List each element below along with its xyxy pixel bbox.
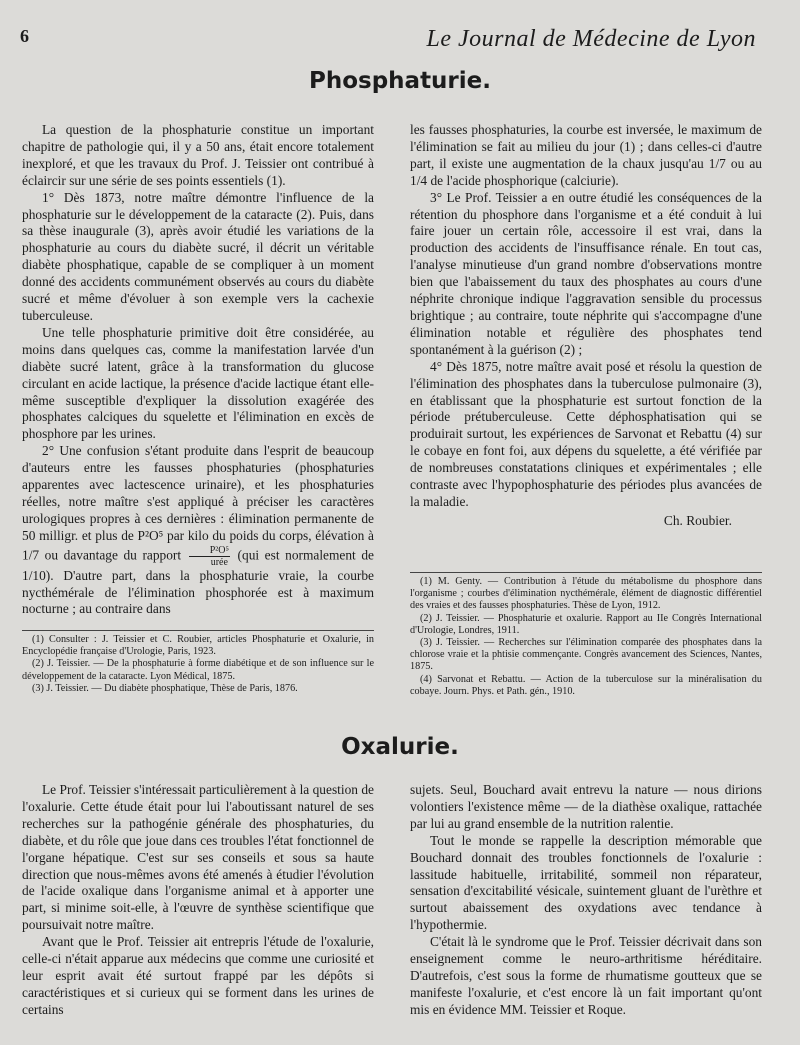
paragraph: sujets. Seul, Bouchard avait entrevu la nature — nous dirions volontiers l'existence même — de la diathèse oxalique, rattachée par lui au grand ensemble de la nutrition ralentie.: [410, 782, 762, 831]
fraction-denominator: urée: [210, 556, 228, 568]
footnote-divider: [410, 572, 762, 573]
paragraph: La question de la phosphaturie constitue un important chapitre de pathologie qui, il y a 50 ans, était encore totalement inexploré, et que les travaux du Prof. J. Teissier ont contribué à éclaircir sur une série de ses points essentiels (1).: [22, 122, 374, 188]
footnote: (2) J. Teissier. — Phosphaturie et oxalurie. Rapport au IIe Congrès International d'Urologie, Londres, 1911.: [410, 612, 762, 636]
footnote: (3) J. Teissier. — Du diabète phosphatique, Thèse de Paris, 1876.: [32, 682, 298, 694]
paragraph: [22, 443, 374, 618]
section-title-phosphaturie: Phosphaturie.: [308, 68, 491, 94]
paragraph-text: (qui est normalement de 1/10). D'autre part, dans la phosphaturie vraie, la courbe nycthémérale de l'élimination phosphorée est à maximum nocturne ; au contraire dans: [22, 547, 374, 617]
ratio-fraction: [189, 545, 230, 568]
footnote: (2) J. Teissier. — De la phosphaturie à forme diabétique et de son influence sur le développement de la cataracte. Lyon Médical, 1875.: [22, 658, 374, 682]
paragraph: Le Prof. Teissier s'intéressait particulièrement à la question de l'oxalurie. Cette étude était pour lui l'aboutissant naturel de ses recherches sur la pathogénie générale des phosphaturies, du diabète, et du rôle que joue dans ces troubles l'état fonctionnel de l'organe hépatique. C'est sur ses conseils et sous sa haute direction que nous-mêmes avons été amenés à étudier l'évolution de l'acide oxalique dans l'organisme animal et à apporter une part, si minime soit-elle, à l'œuvre de synthèse scientifique que poursuivait notre maître.: [22, 782, 374, 933]
paragraph: Une telle phosphaturie primitive doit être considérée, au moins dans quelques cas, comme la manifestation larvée d'un diabète sucré latent, grâce à la transformation du glucose circulant en acide lactique, la présence d'acide lactique étant elle-même susceptible d'expliquer la dissolution exagérée des phosphates calciques du squelette et l'élimination en excès de phosphore par les urines.: [22, 324, 374, 442]
page-number: 6: [20, 26, 29, 46]
signature: Ch. Roubier.: [663, 512, 732, 528]
paragraph: 4° Dès 1875, notre maître avait posé et résolu la question de l'élimination des phosphates dans la tuberculose pulmonaire (3), en établissant que la phosphaturie est surtout fonction de la période prétuberculeuse. Cette déphosphatisation qui se produirait surtout, les expériences de Sarvonat et Rebattu (4) sur le cobaye en font foi, aux dépens du squelette, a été vérifiée par de nombreuses constatations cliniques et expérimentales ; elle contraste avec l'hypophosphaturie des périodes plus avancées de la maladie.: [410, 358, 762, 509]
footnote: (4) Sarvonat et Rebattu. — Action de la tuberculose sur la minéralisation du cobaye. Journ. Phys. et Path. gén., 1910.: [410, 673, 762, 697]
footnote-divider: [22, 630, 374, 631]
section-title-oxalurie: Oxalurie.: [341, 734, 459, 760]
footnote: (1) Consulter : J. Teissier et C. Roubier, articles Phosphaturie et Oxalurie, in Encyclopédie française d'Urologie, Paris, 1923.: [22, 634, 374, 658]
paragraph: 3° Le Prof. Teissier a en outre étudié les conséquences de la rétention du phosphore dans l'organisme et a été conduit à lui faire jouer un certain rôle, accessoire il est vrai, dans la production des accidents de l'insuffisance rénale. En tout cas, l'analyse minutieuse d'un grand nombre d'observations montre bien que l'abaissement du taux des phosphates au cours d'une néphrite chronique indique l'aggravation sensible du processus brightique ; au contraire, toute néphrite qui s'accompagne d'une élimination notable et régulière des phosphates tend spontanément à la guérison (2) ;: [410, 189, 762, 357]
oxalurie-left-column: [22, 782, 374, 1019]
journal-title: Le Journal de Médecine de Lyon: [426, 26, 756, 52]
paragraph: les fausses phosphaturies, la courbe est inversée, le maximum de l'élimination se fait au milieu du jour (1) ; dans celles-ci d'autre part, il existe une augmentation de la chaux jusqu'au 1/7 ou au 1/4 de l'acide phosphorique (calciurie).: [410, 122, 762, 188]
paragraph: 1° Dès 1873, notre maître démontre l'influence de la phosphaturie sur le développement de la cataracte (2). Puis, dans sa thèse inaugurale (3), après avoir étudié les variations de la phosphaturie au cours du diabète sucré, il décrit un véritable diabète phosphatique, capable de se compliquer à un moment donné des accidents communément observés au cours du diabète sucré et même d'évoluer à son exemple vers la cachexie tuberculeuse.: [22, 189, 374, 323]
oxalurie-right-column: [410, 782, 762, 1019]
phosphaturie-left-column: [22, 122, 374, 618]
phosphaturie-right-footnotes: [410, 576, 762, 698]
phosphaturie-left-footnotes: [22, 634, 374, 695]
fraction-numerator: P²O⁵: [189, 545, 230, 557]
footnote: (1) M. Genty. — Contribution à l'étude du métabolisme du phosphore dans l'organisme ; courbes d'élimination nycthémérale, élément de diagnostic différentiel des vraies et des fausses phosphaturies. Thèse de Lyon, 1912.: [410, 576, 762, 612]
paragraph: C'était là le syndrome que le Prof. Teissier décrivait dans son enseignement comme le neuro-arthritisme héréditaire. D'autrefois, c'est sous la forme de rhumatisme goutteux que se manifeste l'oxalurie, et c'est encore là un fait important qu'ont mis en évidence MM. Teissier et Roque.: [410, 934, 762, 1017]
paragraph: Tout le monde se rappelle la description mémorable que Bouchard donnait des troubles fonctionnels de l'oxalurie : lassitude habituelle, irritabilité, sommeil non réparateur, sensation d'excitabilité vésicale, suintement gluant de l'urèthre et surtout abaissement des oxydations avec tendance à l'hypothermie.: [410, 832, 762, 933]
paragraph-text: 2° Une confusion s'étant produite dans l'esprit de beaucoup d'auteurs entre les fausses phosphaturies (phosphaturies apparentes avec lactescence urinaire), et les phosphaturies réelles, notre maître s'est appliqué à préciser les caractères urologiques propres à ces dernières : élimination permanente de 50 milligr. et plus de P²O⁵ par kilo du poids du corps, élévation à 1/7 ou davantage du rapport: [22, 443, 374, 563]
footnote: (3) J. Teissier. — Recherches sur l'élimination comparée des phosphates dans la chlorose vraie et la phtisie commençante. Congrès avancement des Sciences, Nantes, 1875.: [410, 637, 762, 673]
paragraph: Avant que le Prof. Teissier ait entrepris l'étude de l'oxalurie, celle-ci n'était apparue aux médecins que comme une curiosité et leur esprit avait été surtout frappé par les dépôts si caractéristiques et si curieux qui se forment dans les urines de certains: [22, 934, 374, 1017]
phosphaturie-right-column: [410, 122, 762, 530]
